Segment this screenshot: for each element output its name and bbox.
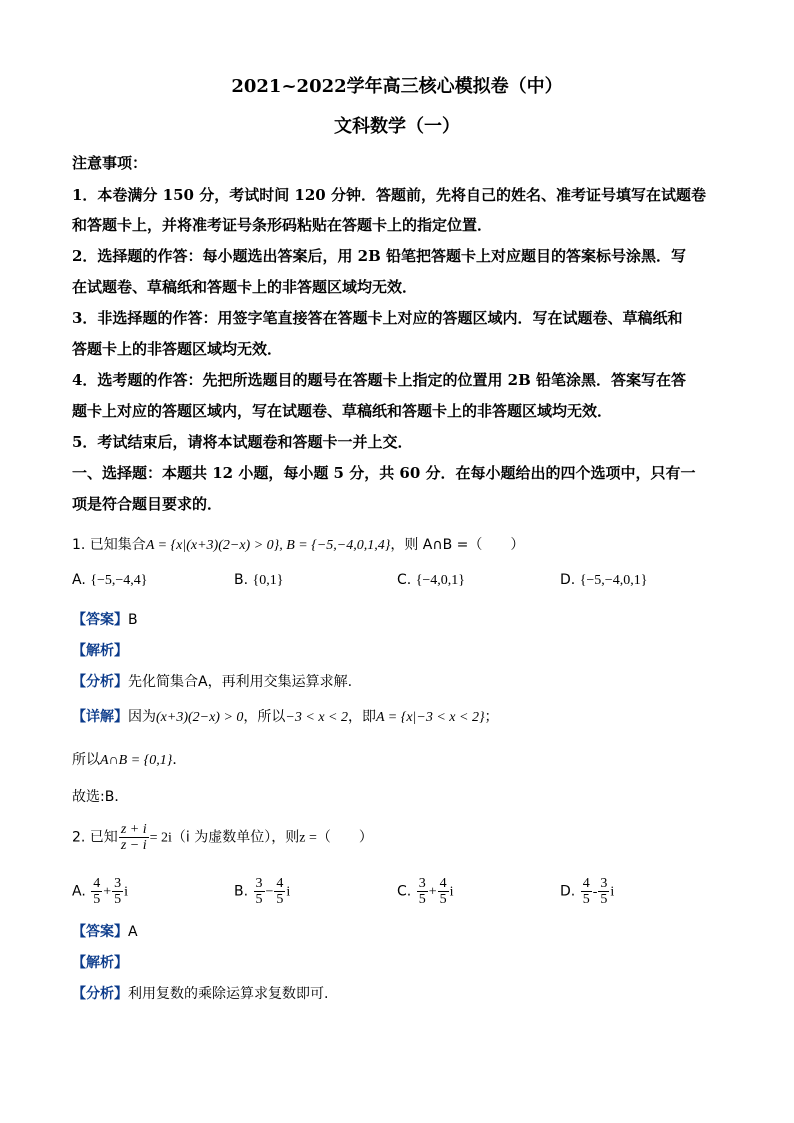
- xiangjie-text: ，即: [347, 709, 376, 725]
- question-2-note: （i 为虚数单位），则: [171, 829, 300, 846]
- question-2-option-a: [72, 876, 128, 907]
- fraction-numerator: 3: [600, 876, 608, 891]
- option-fraction: [417, 876, 428, 907]
- fraction-numerator: 3: [418, 876, 426, 891]
- fraction-denominator: 5: [276, 892, 284, 907]
- option-fraction: [598, 876, 609, 907]
- exam-subtitle: 文科数学（一）: [334, 116, 460, 137]
- fraction-denominator: z − i: [120, 838, 147, 853]
- question-1-analysis-tag: 【解析】: [72, 643, 128, 659]
- question-2-option-c: [397, 876, 453, 907]
- question-2-prefix: 2. 已知: [72, 829, 118, 846]
- notice-item-1-line-2: 和答题卡上，并将准考证号条形码粘贴在答题卡上的指定位置．: [72, 216, 493, 234]
- answer-tag: 【答案】: [72, 612, 128, 628]
- fraction-numerator: 3: [114, 876, 122, 891]
- question-2-ask: z =（ ）: [299, 830, 373, 846]
- xiangjie-math: −3 < x < 2: [285, 710, 348, 725]
- option-fraction: [91, 876, 102, 907]
- fraction-denominator: 5: [582, 892, 590, 907]
- notice-item-2-line-2: 在试题卷、草稿纸和答题卡上的非答题区域均无效．: [72, 278, 418, 296]
- question-1-stem: [72, 534, 524, 554]
- notice-item-4-line-1: 4．选考题的作答：先把所选题目的题号在答题卡上指定的位置用 2B 铅笔涂黑．答案写在答: [72, 371, 687, 389]
- option-label: B.: [234, 572, 249, 588]
- fenxi-tag: 【分析】: [72, 674, 128, 690]
- option-fraction: [438, 876, 449, 907]
- answer-tag: 【答案】: [72, 924, 128, 940]
- fraction-numerator: z + i: [120, 822, 147, 837]
- fraction-denominator: 5: [114, 892, 122, 907]
- option-imaginary-unit: i: [449, 884, 454, 900]
- option-label: A.: [72, 883, 86, 900]
- question-1-conclusion: [72, 749, 186, 769]
- xiangjie-math: A = {x|−3 < x < 2}: [375, 710, 485, 725]
- question-2-fenxi: [72, 983, 328, 1003]
- option-imaginary-unit: i: [124, 884, 129, 900]
- question-2-answer: [72, 921, 138, 941]
- fraction-denominator: 5: [255, 892, 263, 907]
- fraction-numerator: 4: [582, 876, 590, 891]
- question-1-answer: [72, 609, 138, 629]
- xiangjie-text: ；: [484, 709, 499, 725]
- fenxi-text: 利用复数的乘除运算求复数即可.: [128, 986, 329, 1002]
- question-2-option-d: [560, 876, 614, 907]
- question-1-option-a: [72, 572, 147, 589]
- option-operator: -: [592, 884, 598, 900]
- conclusion-text: ．: [172, 752, 187, 768]
- question-1-fenxi: [72, 671, 352, 691]
- fraction-numerator: 4: [276, 876, 284, 891]
- fraction-denominator: 5: [418, 892, 426, 907]
- option-fraction: [254, 876, 265, 907]
- option-label: C.: [397, 572, 412, 588]
- option-label: D.: [560, 572, 576, 588]
- option-label: A.: [72, 572, 86, 588]
- notice-item-5: 5．考试结束后，请将本试题卷和答题卡一并上交．: [72, 433, 413, 451]
- option-fraction: [581, 876, 592, 907]
- question-1-set-a: A = {x|(x+3)(2−x) > 0}: [145, 538, 280, 553]
- notice-item-3-line-2: 答题卡上的非答题区域均无效．: [72, 340, 283, 358]
- option-fraction: [112, 876, 123, 907]
- question-1-ask: ，则 A∩B =（ ）: [390, 537, 525, 553]
- notice-heading: 注意事项：: [72, 154, 148, 172]
- notice-item-3-line-1: 3．非选择题的作答：用签字笔直接答在答题卡上对应的答题区域内．写在试题卷、草稿纸和: [72, 309, 683, 327]
- fraction-numerator: 3: [255, 876, 263, 891]
- fraction-denominator: 5: [93, 892, 101, 907]
- conclusion-math: A∩B = {0,1}: [100, 753, 173, 768]
- option-fraction: [274, 876, 285, 907]
- question-1-choice: 故选:B．: [72, 789, 129, 805]
- exam-title: 2021~2022学年高三核心模拟卷（中）: [231, 76, 563, 97]
- option-imaginary-unit: i: [610, 884, 615, 900]
- option-operator: +: [428, 884, 437, 900]
- option-value: {−5,−4,4}: [90, 573, 148, 588]
- question-1-prefix: 1. 已知集合: [72, 537, 146, 553]
- notice-item-1-line-1: 1．本卷满分 150 分，考试时间 120 分钟．答题前，先将自己的姓名、准考证号填写在试题卷: [72, 186, 706, 204]
- answer-value: B: [128, 612, 138, 628]
- option-label: C.: [397, 883, 412, 900]
- option-operator: +: [103, 884, 112, 900]
- fraction-numerator: 4: [439, 876, 447, 891]
- question-1-xiangjie: [72, 706, 499, 726]
- notice-item-4-line-2: 题卡上对应的答题区域内，写在试题卷、草稿纸和答题卡上的非答题区域均无效．: [72, 402, 613, 420]
- question-2-equation: = 2i: [149, 830, 172, 846]
- notice-item-2-line-1: 2．选择题的作答：每小题选出答案后，用 2B 铅笔把答题卡上对应题目的答案标号涂黑．写: [72, 247, 687, 265]
- section-heading-line-1: 一、选择题：本题共 12 小题，每小题 5 分，共 60 分．在每小题给出的四个选项中，只有一: [72, 464, 696, 482]
- question-2-stem: [72, 822, 373, 853]
- option-operator: −: [265, 884, 274, 900]
- question-2-fraction: [119, 822, 149, 853]
- question-2-analysis-tag: 【解析】: [72, 955, 128, 971]
- question-1-set-b: , B = {−5,−4,0,1,4}: [279, 538, 391, 553]
- question-1-option-d: [560, 572, 647, 589]
- option-value: {0,1}: [252, 573, 284, 588]
- xiangjie-math: (x+3)(2−x) > 0: [156, 710, 244, 725]
- section-heading-line-2: 项是符合题目要求的．: [72, 495, 223, 513]
- option-value: {−4,0,1}: [415, 573, 466, 588]
- question-1-option-b: [234, 572, 283, 589]
- fraction-denominator: 5: [600, 892, 608, 907]
- option-value: {−5,−4,0,1}: [579, 573, 648, 588]
- option-label: D.: [560, 883, 576, 900]
- fenxi-tag: 【分析】: [72, 986, 128, 1002]
- xiangjie-text: ，所以: [243, 709, 286, 725]
- option-imaginary-unit: i: [286, 884, 291, 900]
- xiangjie-text: 因为: [128, 709, 156, 725]
- question-2-option-b: [234, 876, 290, 907]
- fenxi-text: 先化简集合A，再利用交集运算求解.: [128, 674, 353, 690]
- answer-value: A: [128, 924, 138, 940]
- fraction-denominator: 5: [439, 892, 447, 907]
- option-label: B.: [234, 883, 249, 900]
- xiangjie-tag: 【详解】: [72, 709, 128, 725]
- conclusion-text: 所以: [72, 752, 100, 768]
- fraction-numerator: 4: [93, 876, 101, 891]
- question-1-option-c: [397, 572, 465, 589]
